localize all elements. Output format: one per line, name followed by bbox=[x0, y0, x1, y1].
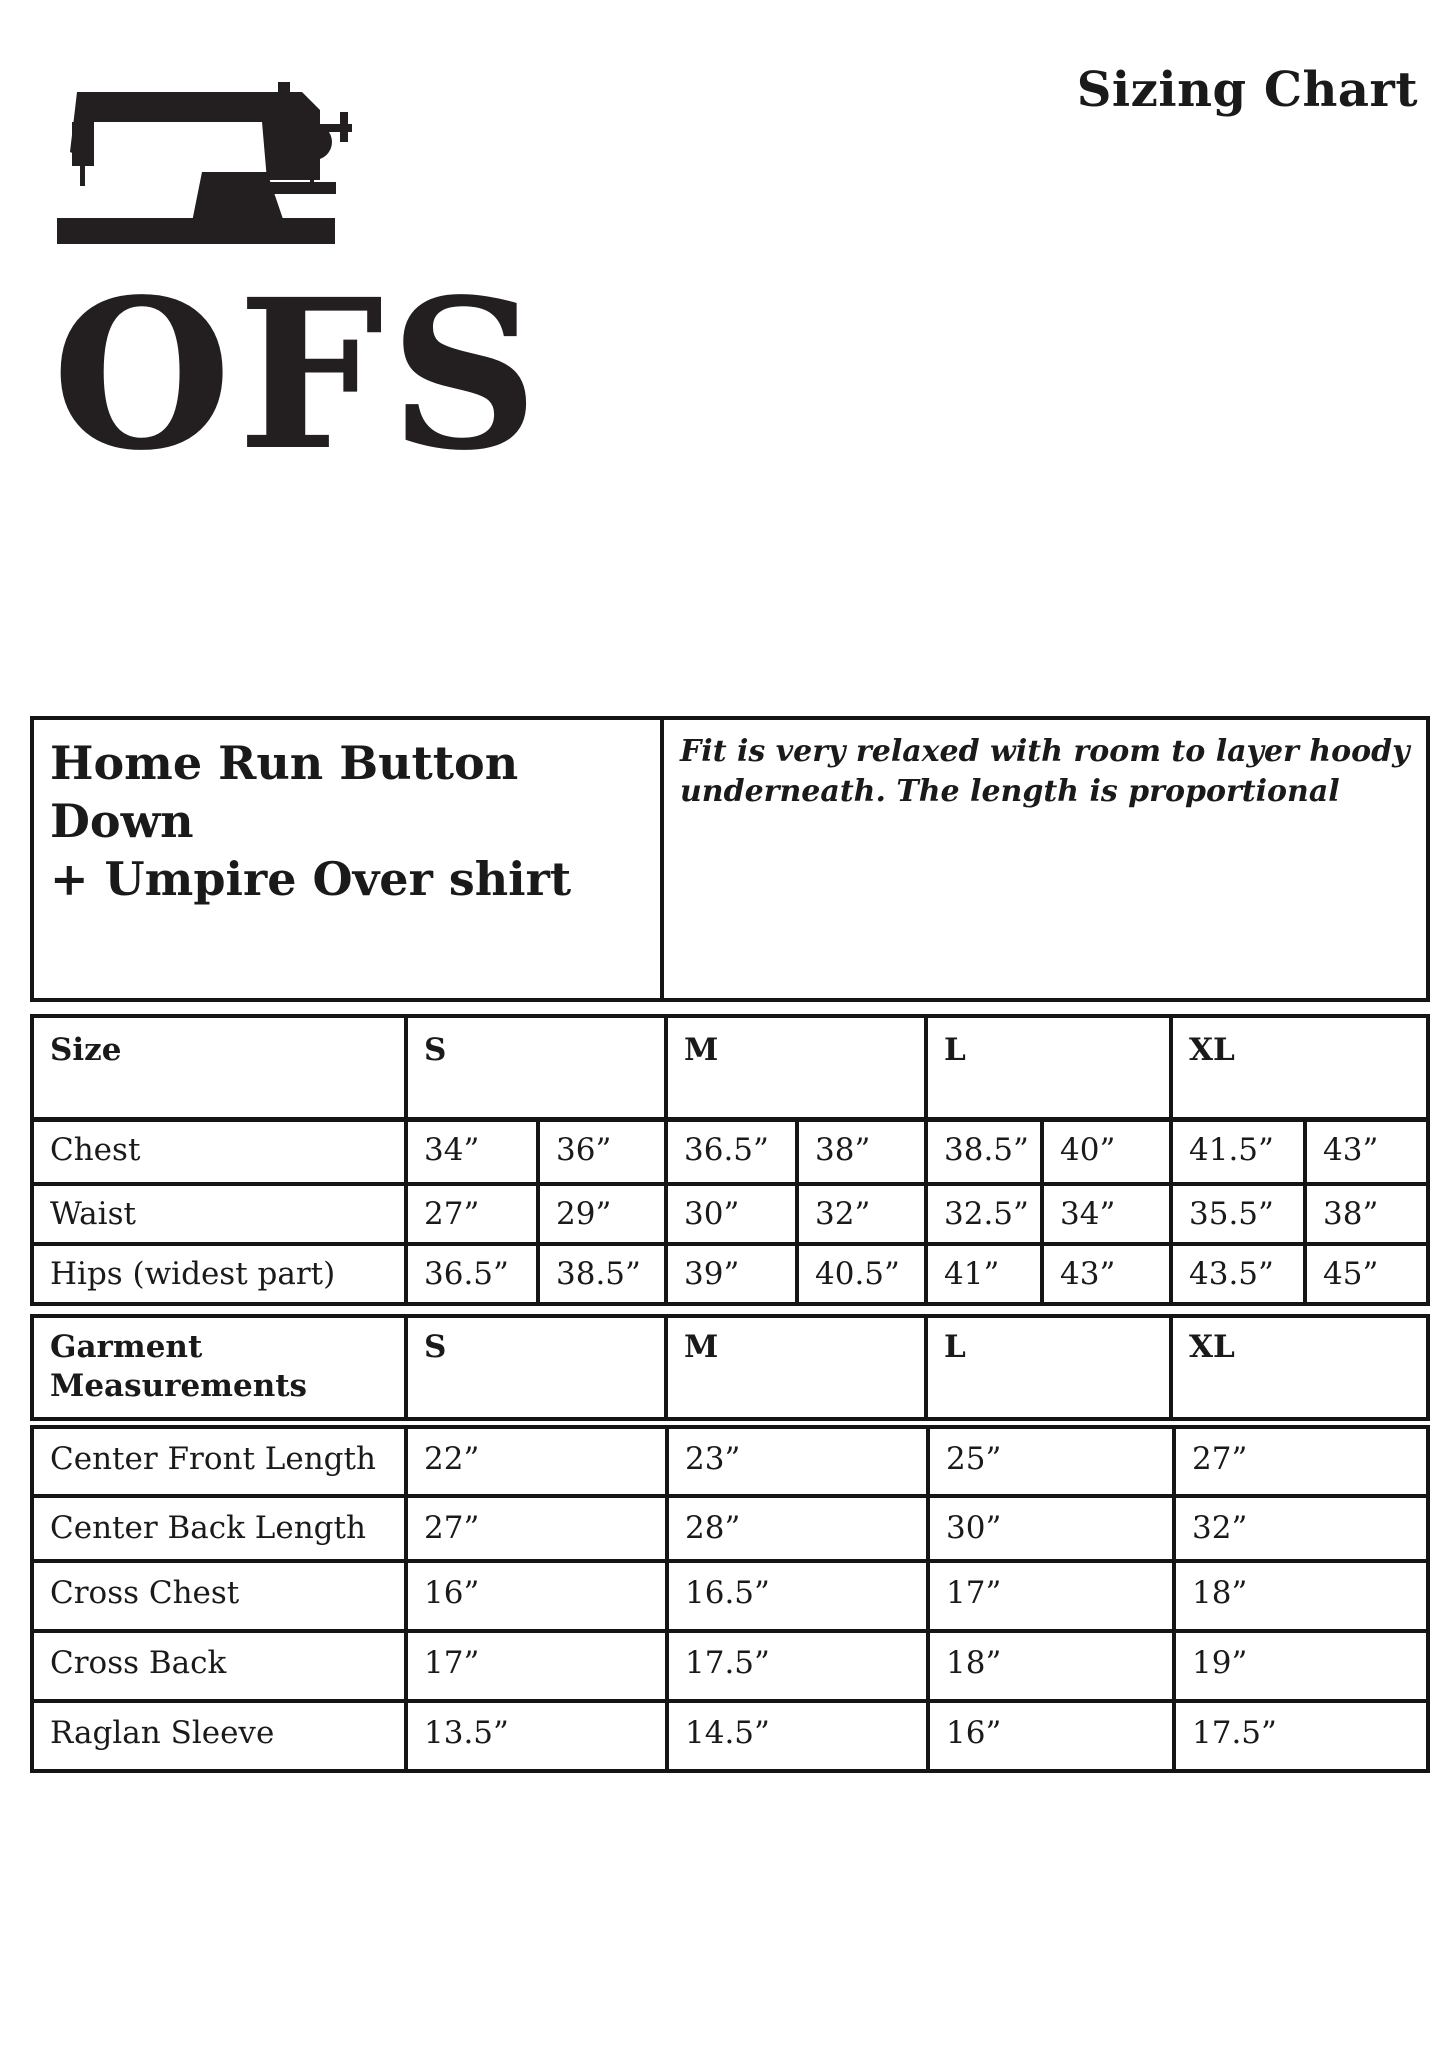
cell-value: 17” bbox=[928, 1561, 1174, 1631]
garment-size-s: S bbox=[406, 1316, 666, 1419]
product-name-line1: Home Run Button Down bbox=[50, 736, 519, 848]
garment-header-table bbox=[30, 1314, 1430, 1421]
cell-value: 27” bbox=[406, 1184, 538, 1244]
garment-measurements-table bbox=[30, 1425, 1430, 1773]
garment-header-row bbox=[32, 1316, 1428, 1419]
row-label: Raglan Sleeve bbox=[32, 1701, 406, 1771]
table-row bbox=[32, 1701, 1428, 1771]
cell-value: 36.5” bbox=[406, 1244, 538, 1304]
cell-value: 38” bbox=[1305, 1184, 1428, 1244]
cell-value: 32” bbox=[1174, 1496, 1428, 1561]
cell-value: 19” bbox=[1174, 1631, 1428, 1701]
cell-value: 41.5” bbox=[1171, 1120, 1305, 1184]
cell-value: 30” bbox=[666, 1184, 797, 1244]
cell-value: 27” bbox=[1174, 1427, 1428, 1496]
row-label: Cross Back bbox=[32, 1631, 406, 1701]
size-header-table bbox=[30, 1014, 1430, 1121]
cell-value: 16” bbox=[928, 1701, 1174, 1771]
logo-wordmark: OFS bbox=[52, 254, 545, 496]
cell-value: 28” bbox=[667, 1496, 928, 1561]
cell-value: 34” bbox=[406, 1120, 538, 1184]
size-header-row bbox=[32, 1016, 1428, 1119]
cell-value: 18” bbox=[1174, 1561, 1428, 1631]
cell-value: 34” bbox=[1042, 1184, 1171, 1244]
garment-label-line1: Garment bbox=[50, 1329, 203, 1365]
cell-value: 30” bbox=[928, 1496, 1174, 1561]
cell-value: 38” bbox=[797, 1120, 926, 1184]
cell-value: 17.5” bbox=[1174, 1701, 1428, 1771]
sewing-machine-icon bbox=[52, 82, 352, 252]
product-header-table bbox=[30, 716, 1430, 1002]
garment-label bbox=[32, 1316, 406, 1419]
product-name-line2: + Umpire Over shirt bbox=[50, 852, 572, 906]
row-label: Cross Chest bbox=[32, 1561, 406, 1631]
cell-value: 43” bbox=[1042, 1244, 1171, 1304]
size-xl: XL bbox=[1171, 1016, 1428, 1119]
table-row bbox=[32, 1631, 1428, 1701]
cell-value: 16” bbox=[406, 1561, 667, 1631]
size-label: Size bbox=[32, 1016, 406, 1119]
row-label: Hips (widest part) bbox=[32, 1244, 406, 1304]
row-label: Waist bbox=[32, 1184, 406, 1244]
fit-note-line2: underneath. The length is proportional bbox=[680, 774, 1340, 809]
brand-logo bbox=[52, 82, 545, 496]
cell-value: 22” bbox=[406, 1427, 667, 1496]
cell-value: 45” bbox=[1305, 1244, 1428, 1304]
body-measurements-table bbox=[30, 1118, 1430, 1306]
cell-value: 18” bbox=[928, 1631, 1174, 1701]
fit-note-cell bbox=[662, 718, 1428, 1000]
cell-value: 13.5” bbox=[406, 1701, 667, 1771]
table-row bbox=[32, 1184, 1428, 1244]
fit-note bbox=[680, 720, 1410, 812]
cell-value: 17.5” bbox=[667, 1631, 928, 1701]
cell-value: 25” bbox=[928, 1427, 1174, 1496]
cell-value: 40” bbox=[1042, 1120, 1171, 1184]
cell-value: 27” bbox=[406, 1496, 667, 1561]
table-row bbox=[32, 1427, 1428, 1496]
cell-value: 36” bbox=[538, 1120, 666, 1184]
cell-value: 38.5” bbox=[926, 1120, 1042, 1184]
cell-value: 16.5” bbox=[667, 1561, 928, 1631]
cell-value: 14.5” bbox=[667, 1701, 928, 1771]
cell-value: 40.5” bbox=[797, 1244, 926, 1304]
size-l: L bbox=[926, 1016, 1171, 1119]
table-row bbox=[32, 1244, 1428, 1304]
cell-value: 43.5” bbox=[1171, 1244, 1305, 1304]
cell-value: 32” bbox=[797, 1184, 926, 1244]
cell-value: 41” bbox=[926, 1244, 1042, 1304]
row-label: Center Front Length bbox=[32, 1427, 406, 1496]
cell-value: 35.5” bbox=[1171, 1184, 1305, 1244]
row-label: Center Back Length bbox=[32, 1496, 406, 1561]
cell-value: 36.5” bbox=[666, 1120, 797, 1184]
size-s: S bbox=[406, 1016, 666, 1119]
garment-label-line2: Measurements bbox=[50, 1368, 308, 1404]
cell-value: 17” bbox=[406, 1631, 667, 1701]
size-m: M bbox=[666, 1016, 926, 1119]
fit-note-line1: Fit is very relaxed with room to layer hoody bbox=[680, 734, 1410, 769]
table-row bbox=[32, 1120, 1428, 1184]
cell-value: 43” bbox=[1305, 1120, 1428, 1184]
cell-value: 38.5” bbox=[538, 1244, 666, 1304]
garment-size-m: M bbox=[666, 1316, 926, 1419]
cell-value: 32.5” bbox=[926, 1184, 1042, 1244]
cell-value: 39” bbox=[666, 1244, 797, 1304]
garment-size-xl: XL bbox=[1171, 1316, 1428, 1419]
row-label: Chest bbox=[32, 1120, 406, 1184]
page-title: Sizing Chart bbox=[1076, 62, 1418, 118]
garment-size-l: L bbox=[926, 1316, 1171, 1419]
cell-value: 29” bbox=[538, 1184, 666, 1244]
table-row bbox=[32, 1561, 1428, 1631]
product-name-cell bbox=[32, 718, 662, 1000]
table-row bbox=[32, 1496, 1428, 1561]
product-name bbox=[50, 720, 644, 908]
cell-value: 23” bbox=[667, 1427, 928, 1496]
